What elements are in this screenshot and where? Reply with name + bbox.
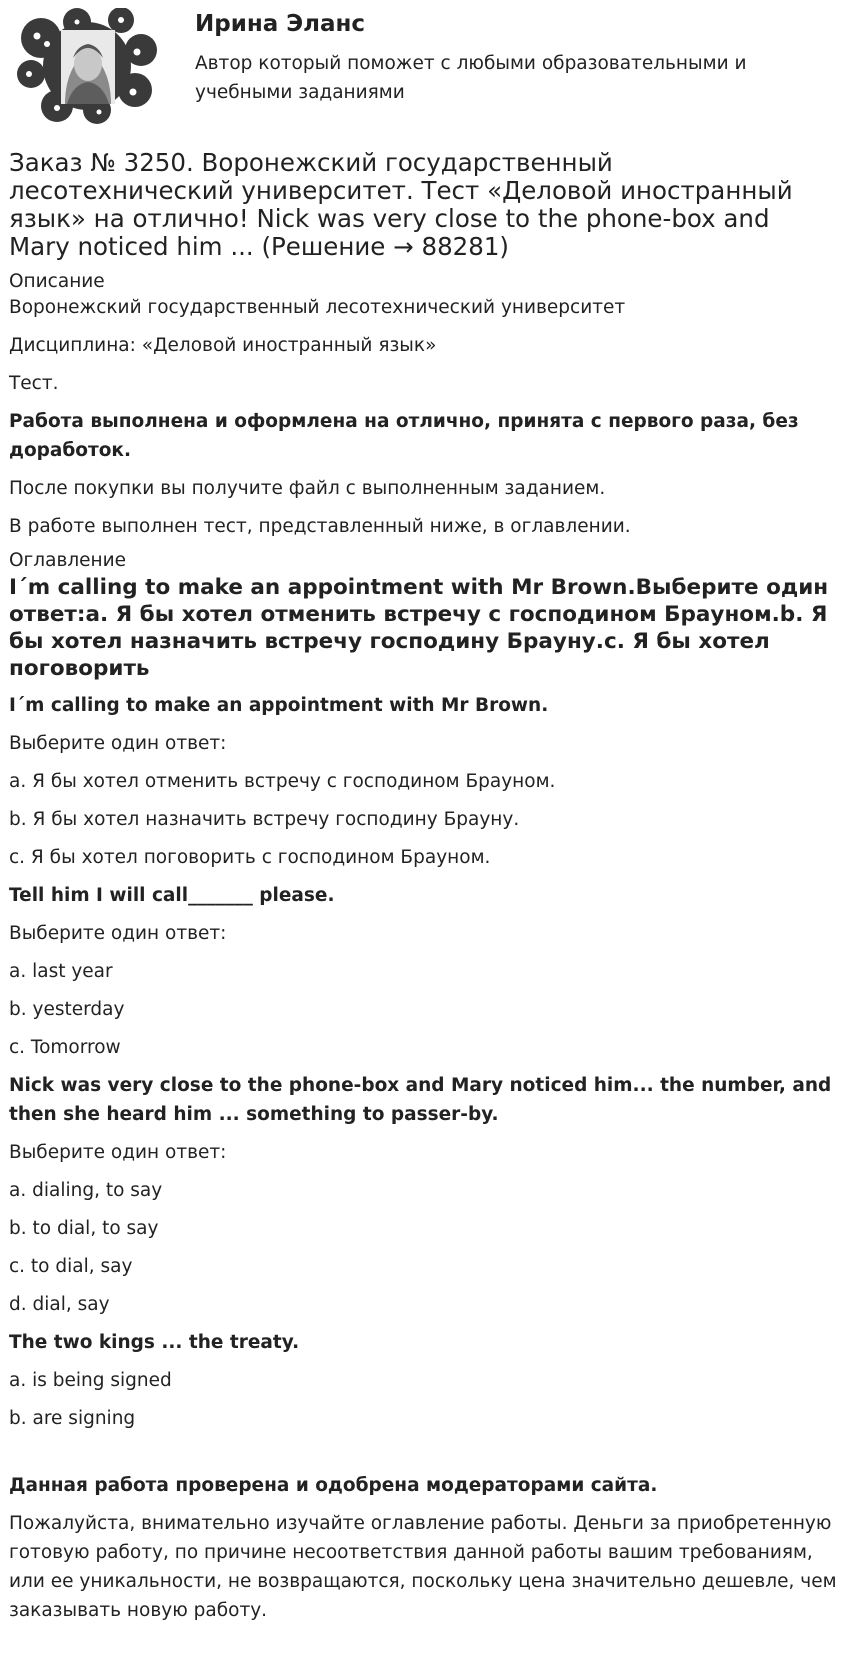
question-4 bbox=[9, 1328, 838, 1433]
order-title: Заказ № 3250. Воронежский государственный лесотехнический университет. Тест «Деловой иностранный язык» на отлично! Nick was very close to the phone-box and Mary noticed him ... (Решение → 88281) bbox=[9, 148, 793, 261]
work-type-text: Тест. bbox=[9, 373, 59, 394]
question-text: The two kings ... the treaty. bbox=[9, 1332, 300, 1353]
answer-option: b. to dial, to say bbox=[9, 1218, 159, 1239]
author-card bbox=[9, 0, 838, 128]
answer-option: c. to dial, say bbox=[9, 1256, 133, 1277]
question-prompt: Выберите один ответ: bbox=[9, 1142, 227, 1163]
question-text: I´m calling to make an appointment with Mr Brown. bbox=[9, 695, 549, 716]
answer-option: a. Я бы хотел отменить встречу с господином Брауном. bbox=[9, 771, 556, 792]
spacer bbox=[9, 1442, 838, 1471]
answer-option: c. Я бы хотел поговорить с господином Брауном. bbox=[9, 847, 491, 868]
university-text: Воронежский государственный лесотехнический университет bbox=[9, 297, 626, 318]
question-text: Tell him I will call_______ please. bbox=[9, 885, 335, 906]
question-1 bbox=[9, 691, 838, 872]
question-text: Nick was very close to the phone-box and Mary noticed him... the number, and then she heard him ... something to passer-by. bbox=[9, 1075, 832, 1125]
answer-option: a. last year bbox=[9, 961, 113, 982]
question-2 bbox=[9, 881, 838, 1062]
question-prompt: Выберите один ответ: bbox=[9, 733, 227, 754]
answer-option: d. dial, say bbox=[9, 1294, 110, 1315]
author-description: Автор который поможет с любыми образовательными и учебными заданиями bbox=[195, 53, 747, 103]
author-avatar[interactable] bbox=[17, 8, 159, 125]
answer-option: a. is being signed bbox=[9, 1370, 172, 1391]
answer-option: c. Tomorrow bbox=[9, 1037, 121, 1058]
description-label: Описание bbox=[9, 271, 105, 292]
quality-text: Работа выполнена и оформлена на отлично, принята с первого раза, без доработок. bbox=[9, 411, 799, 461]
answer-option: a. dialing, to say bbox=[9, 1180, 163, 1201]
after-purchase-text: После покупки вы получите файл с выполненным заданием. bbox=[9, 478, 606, 499]
question-prompt: Выберите один ответ: bbox=[9, 923, 227, 944]
answer-option: b. yesterday bbox=[9, 999, 125, 1020]
contents-note-text: В работе выполнен тест, представленный ниже, в оглавлении. bbox=[9, 516, 631, 537]
approved-text: Данная работа проверена и одобрена модераторами сайта. bbox=[9, 1475, 658, 1496]
toc-label: Оглавление bbox=[9, 550, 127, 571]
discipline-text: Дисциплина: «Деловой иностранный язык» bbox=[9, 335, 437, 356]
refund-notice: Пожалуйста, внимательно изучайте оглавление работы. Деньги за приобретенную готовую работу, по причине несоответствия данной работы вашим требованиям, или ее уникальности, не возвращаются, поскольку цена значительно дешевле, чем заказывать новую работу. bbox=[9, 1513, 837, 1621]
answer-option: b. are signing bbox=[9, 1408, 136, 1429]
answer-option: b. Я бы хотел назначить встречу господину Брауну. bbox=[9, 809, 520, 830]
toc-heading: I´m calling to make an appointment with Mr Brown.Выберите один ответ:a. Я бы хотел отменить встречу с господином Брауном.b. Я бы хотел назначить встречу господину Брауну.c. Я бы хотел поговорить bbox=[9, 575, 829, 681]
question-3 bbox=[9, 1071, 838, 1319]
author-name[interactable]: Ирина Эланс bbox=[195, 11, 366, 37]
